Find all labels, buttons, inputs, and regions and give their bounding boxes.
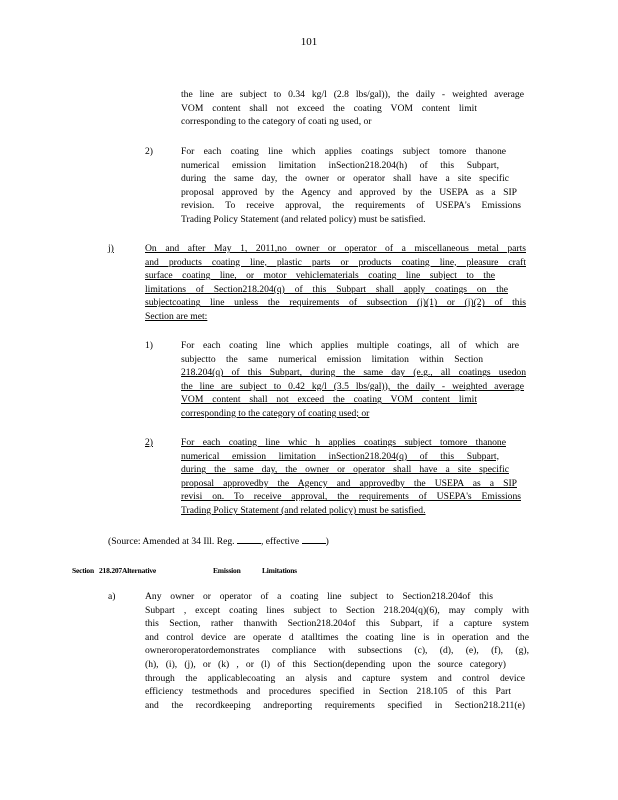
text-line: revision. To receive approval, the requirements of USEPA's Emissions [181, 200, 521, 212]
source-suffix: ) [325, 536, 329, 547]
text-line: revisi on. To receive approval, the requirements of USEPA's Emissions [181, 491, 521, 503]
text-line: corresponding to the category of coati ng used, or [181, 116, 372, 128]
text-line: proposal approved by the Agency and approved by the USEPA as a SIP [181, 186, 517, 198]
text-line: and control device are operate d atalltimes the coating line is in operation and the [145, 631, 529, 643]
text-line: Subpart , except coating lines subject to Section 218.204(q)(6), may comply with [145, 604, 529, 616]
text-line: For each coating line whic h applies coatings subject tomore thanone [181, 437, 506, 448]
text-line: For each coating line which applies coatings subject tomore thanone [181, 146, 506, 157]
item-number: 2) [145, 146, 153, 157]
text-line: Trading Policy Statement (and related policy) must be satisfied. [181, 504, 426, 516]
text-line: the line are subject to 0.34 kg/l (2.8 lbs/gal)), the daily - weighted average [181, 89, 524, 100]
paragraph-label: j) [108, 243, 114, 254]
text-line: subjectcoating line unless the requirements of subsection (j)(1) or (j)(2) of this [145, 297, 526, 309]
text-line: numerical emission limitation inSection218.204(q) of this Subpart, [181, 450, 499, 462]
text-line: the line are subject to 0.42 kg/l (3.5 lbs/gal)), the daily - weighted average [181, 380, 524, 392]
text-line: Section are met: [145, 310, 208, 322]
blank-line [302, 534, 326, 544]
blank-line [237, 534, 261, 544]
source-note [108, 534, 329, 547]
item-number: 1) [145, 340, 153, 351]
text-line: and products coating line, plastic parts or products coating line, pleasure craft [145, 256, 526, 268]
text-line: numerical emission limitation inSection218.204(h) of this Subpart, [181, 159, 499, 171]
text-line: through the applicablecoating an alysis and capture system and control device [145, 672, 525, 684]
text-line: this Section, rather thanwith Section218.204of this Subpart, if a capture system [145, 618, 529, 630]
item-number: 2) [145, 437, 153, 448]
text-line: Trading Policy Statement (and related policy) must be satisfied. [181, 213, 426, 225]
paragraph-j [145, 242, 526, 324]
heading-word-limitations: Limitations [262, 566, 297, 575]
text-line: VOM content shall not exceed the coating VOM content limit [181, 102, 477, 114]
text-line: proposal approvedby the Agency and approvedby the USEPA as a SIP [181, 477, 517, 489]
text-line: (h), (i), (j), or (k) , or (l) of this Section(depending upon the source category) [145, 658, 506, 670]
text-line: during the same day, the owner or operator shall have a site specific [181, 464, 509, 476]
text-line: 218.204(q) of this Subpart, during the same day (e.g., all coatings usedon [181, 367, 526, 379]
text-line: and the recordkeeping andreporting requirements specified in Section218.211(e) [145, 699, 525, 711]
text-line: during the same day, the owner or operator shall have a site specific [181, 173, 509, 185]
paragraph-a [145, 590, 529, 712]
text-line: On and after May 1, 2011,no owner or operator of a miscellaneous metal parts [145, 243, 526, 254]
text-line: limitations of Section218.204(q) of this Subpart shall apply coatings on the [145, 283, 508, 295]
text-line: subjectto the same numerical emission limitation within Section [181, 353, 483, 365]
text-line: Any owner or operator of a coating line subject to Section218.204of this [145, 591, 493, 602]
page-number: 101 [300, 36, 318, 48]
paragraph-label: a) [108, 591, 116, 602]
text-line: VOM content shall not exceed the coating VOM content limit [181, 394, 477, 406]
text-line: owneroroperatordemonstrates compliance with subsections (c), (d), (e), (f), (g), [145, 645, 529, 657]
text-line: surface coating line, or motor vehiclematerials coating line subject to the [145, 270, 495, 282]
source-middle: , effective [260, 536, 300, 547]
item-j2-paragraph [181, 436, 521, 518]
text-line: efficiency testmethods and procedures specified in Section 218.105 of this Part [145, 686, 511, 698]
text-line: corresponding to the category of coating used; or [181, 407, 370, 419]
heading-section-number: 218.207Alternative [99, 566, 157, 575]
continued-paragraph [181, 88, 524, 129]
heading-word-emission: Emission [213, 566, 241, 575]
heading-section-word: Section [72, 566, 94, 575]
item-2-paragraph [181, 145, 521, 227]
item-j1-paragraph [181, 339, 526, 421]
source-prefix: (Source: Amended at 34 Ill. Reg. [108, 536, 235, 547]
text-line: For each coating line which applies multiple coatings, all of which are [181, 340, 519, 351]
